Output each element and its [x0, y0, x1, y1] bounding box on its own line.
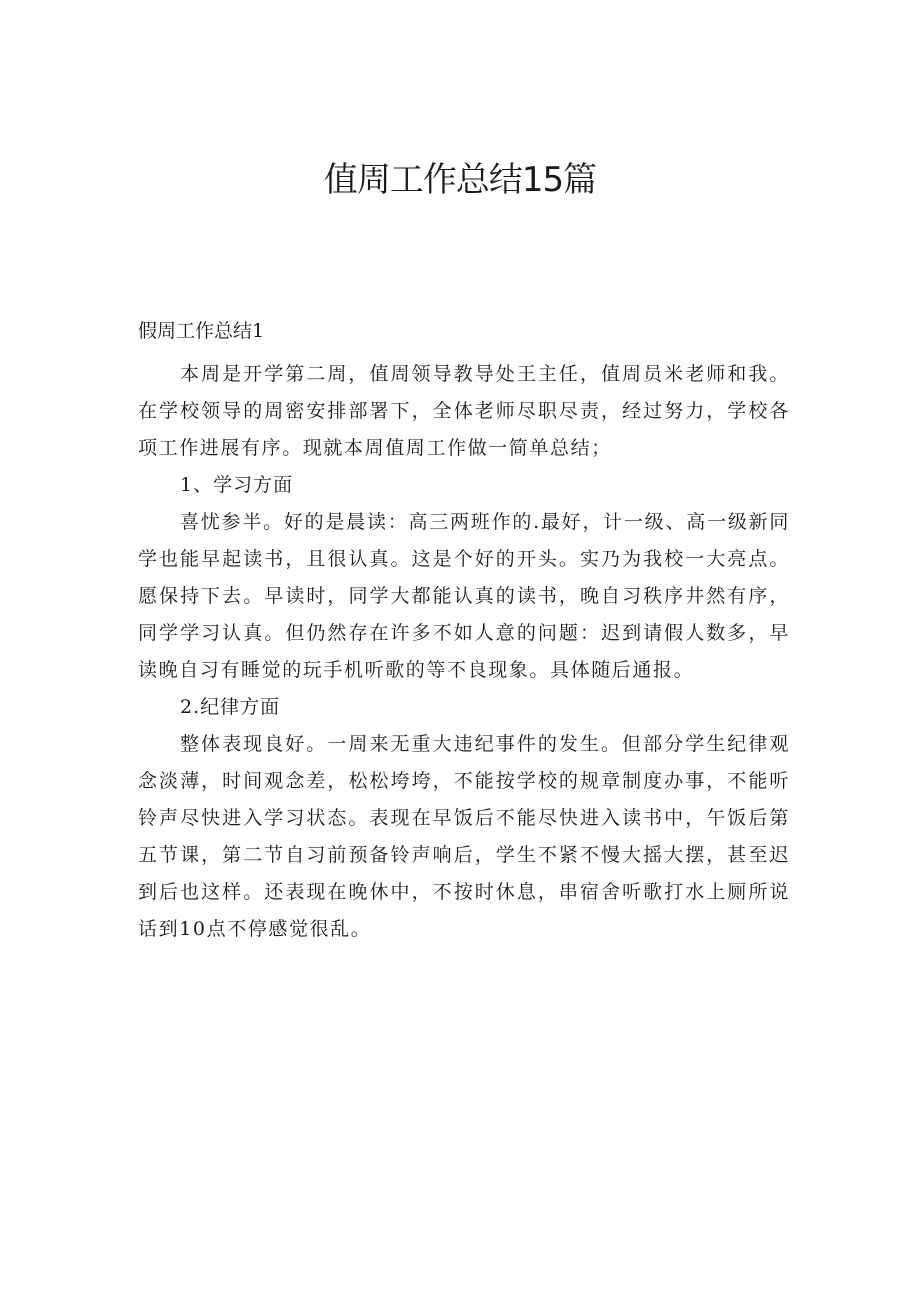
document-title: 值周工作总结15篇	[323, 160, 597, 200]
document-body	[138, 356, 790, 948]
paragraph-intro: 本周是开学第二周，值周领导教导处王主任，值周员米老师和我。在学校领导的周密安排部署下，全体老师尽职尽责，经过努力，学校各项工作进展有序。现就本周值周工作做一简单总结；	[138, 363, 790, 459]
section-heading-discipline: 2.纪律方面	[180, 696, 281, 718]
section-heading-study: 1、学习方面	[180, 474, 294, 496]
section-subheading: 假周工作总结1	[138, 320, 265, 342]
paragraph-study: 喜忧参半。好的是晨读：高三两班作的.最好，计一级、高一级新同学也能早起读书，且很认真。这是个好的开头。实乃为我校一大亮点。愿保持下去。早读时，同学大都能认真的读书，晚自习秩序井然有序，同学学习认真。但仍然存在许多不如人意的问题：迟到请假人数多，早读晚自习有睡觉的玩手机听歌的等不良现象。具体随后通报。	[138, 511, 790, 681]
paragraph-discipline: 整体表现良好。一周来无重大违纪事件的发生。但部分学生纪律观念淡薄，时间观念差，松松垮垮，不能按学校的规章制度办事，不能听铃声尽快进入学习状态。表现在早饭后不能尽快进入读书中，午饭后第五节课，第二节自习前预备铃声响后，学生不紧不慢大摇大摆，甚至迟到后也这样。还表现在晚休中，不按时休息，串宿舍听歌打水上厕所说话到10点不停感觉很乱。	[138, 733, 790, 940]
